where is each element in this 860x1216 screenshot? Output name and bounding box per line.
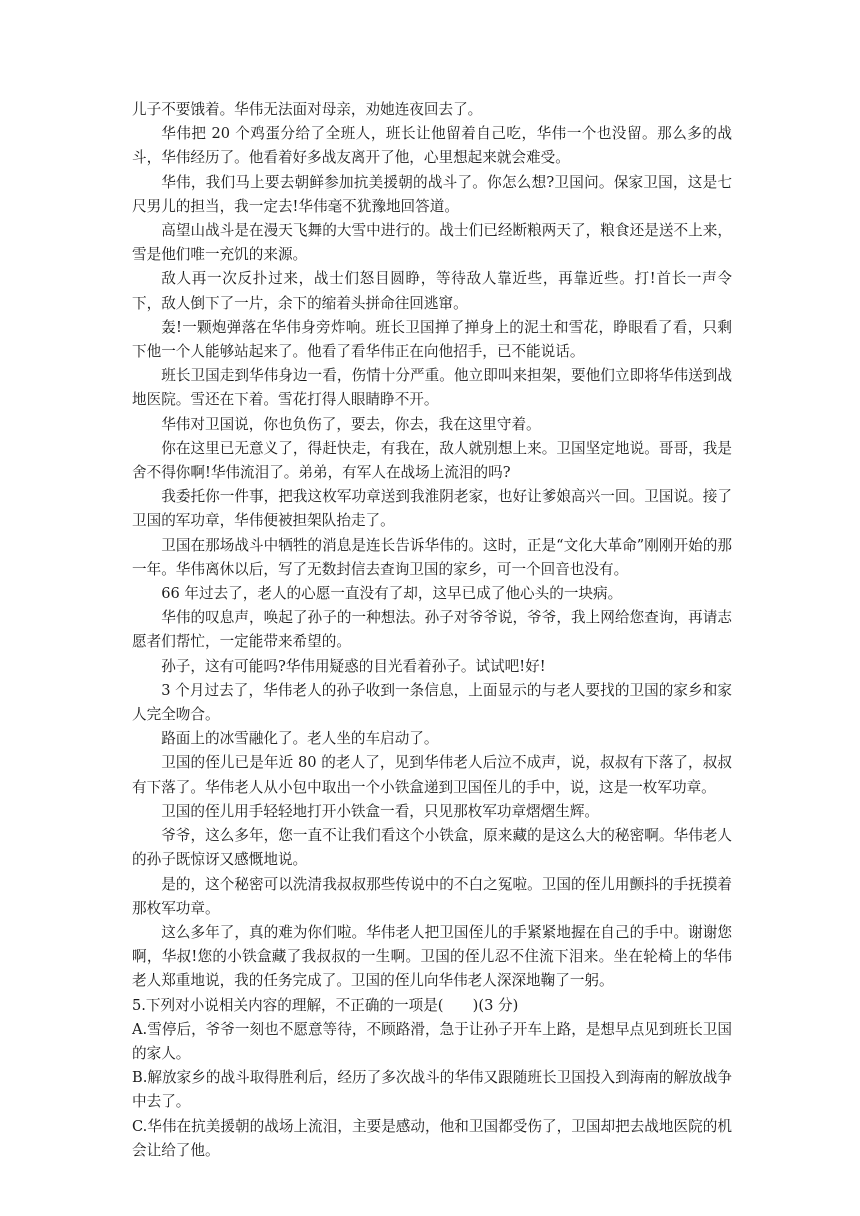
- paragraph: 这么多年了，真的难为你们啦。华伟老人把卫国侄儿的手紧紧地握在自己的手中。谢谢您啊，华叔!您的小铁盒藏了我叔叔的一生啊。卫国的侄儿忍不住流下泪来。坐在轮椅上的华伟老人郑重地说，我的任务完成了。卫国的侄儿向华伟老人深深地鞠了一躬。: [132, 923, 732, 990]
- question-stem: 5.下列对小说相关内容的理解，不正确的一项是( )(3 分): [132, 996, 519, 1014]
- paragraph: 敌人再一次反扑过来，战士们怒目圆睁，等待敌人靠近些，再靠近些。打!首长一声令下，敌人倒下了一片，余下的缩着头拼命往回逃窜。: [132, 270, 732, 312]
- paragraph: 爷爷，这么多年，您一直不让我们看这个小铁盒，原来藏的是这么大的秘密啊。华伟老人的孙子既惊讶又感慨地说。: [132, 827, 732, 869]
- paragraph: 66 年过去了，老人的心愿一直没有了却，这早已成了他心头的一块病。: [161, 585, 623, 603]
- paragraph: 轰!一颗炮弹落在华伟身旁炸响。班长卫国掸了掸身上的泥土和雪花，睁眼看了看，只剩下他一个人能够站起来了。他看了看华伟正在向他招手，已不能说话。: [132, 318, 732, 361]
- paragraph: 华伟的叹息声，唤起了孙子的一种想法。孙子对爷爷说，爷爷，我上网给您查询，再请志愿者们帮忙，一定能带来希望的。: [132, 609, 732, 651]
- document-page: [132, 98, 732, 1163]
- paragraph: 卫国的侄儿用手轻轻地打开小铁盒一看，只见那枚军功章熠熠生辉。: [161, 802, 600, 820]
- option-b: B.解放家乡的战斗取得胜利后，经历了多次战斗的华伟又跟随班长卫国投入到海南的解放战争中去了。: [132, 1069, 732, 1111]
- paragraph: 3 个月过去了，华伟老人的孙子收到一条信息，上面显示的与老人要找的卫国的家乡和家人完全吻合。: [132, 681, 732, 724]
- paragraph: 华伟把 20 个鸡蛋分给了全班人，班长让他留着自己吃，华伟一个也没留。那么多的战斗，华伟经历了。他看着好多战友离开了他，心里想起来就会难受。: [132, 125, 732, 167]
- option-a: A.雪停后，爷爷一刻也不愿意等待，不顾路滑，急于让孙子开车上路，是想早点见到班长卫国的家人。: [132, 1020, 732, 1062]
- paragraph: 是的，这个秘密可以洗清我叔叔那些传说中的不白之冤啦。卫国的侄儿用颤抖的手抚摸着那枚军功章。: [132, 875, 732, 917]
- paragraph: 高望山战斗是在漫天飞舞的大雪中进行的。战士们已经断粮两天了，粮食还是送不上来，雪是他们唯一充饥的来源。: [132, 222, 732, 264]
- paragraph: 儿子不要饿着。华伟无法面对母亲，劝她连夜回去了。: [132, 101, 483, 118]
- paragraph: 班长卫国走到华伟身边一看，伤情十分严重。他立即叫来担架，要他们立即将华伟送到战地医院。雪还在下着。雪花打得人眼睛睁不开。: [132, 367, 732, 409]
- paragraph: 华伟对卫国说，你也负伤了，要去，你去，我在这里守着。: [161, 415, 541, 433]
- paragraph: 我委托你一件事，把我这枚军功章送到我淮阴老家，也好让爹娘高兴一回。卫国说。接了卫国的军功章，华伟便被担架队抬走了。: [132, 488, 732, 530]
- paragraph: 华伟，我们马上要去朝鲜参加抗美援朝的战斗了。你怎么想?卫国问。保家卫国，这是七尺男儿的担当，我一定去!华伟毫不犹豫地回答道。: [132, 173, 732, 215]
- paragraph: 你在这里已无意义了，得赶快走，有我在，敌人就别想上来。卫国坚定地说。哥哥，我是舍不得你啊!华伟流泪了。弟弟，有军人在战场上流泪的吗?: [132, 439, 732, 482]
- option-c: C.华伟在抗美援朝的战场上流泪，主要是感动，他和卫国都受伤了，卫国却把去战地医院的机会让给了他。: [132, 1117, 732, 1159]
- paragraph: 卫国在那场战斗中牺牲的消息是连长告诉华伟的。这时，正是“文化大革命”刚刚开始的那一年。华伟离休以后，写了无数封信去查询卫国的家乡，可一个回音也没有。: [132, 536, 732, 578]
- paragraph: 路面上的冰雪融化了。老人坐的车启动了。: [161, 730, 439, 748]
- paragraph: 孙子，这有可能吗?华伟用疑惑的目光看着孙子。试试吧!好!: [161, 657, 546, 675]
- paragraph: 卫国的侄儿已是年近 80 的老人了，见到华伟老人后泣不成声，说，叔叔有下落了，叔叔有下落了。华伟老人从小包中取出一个小铁盒递到卫国侄儿的手中，说，这是一枚军功章。: [132, 754, 732, 796]
